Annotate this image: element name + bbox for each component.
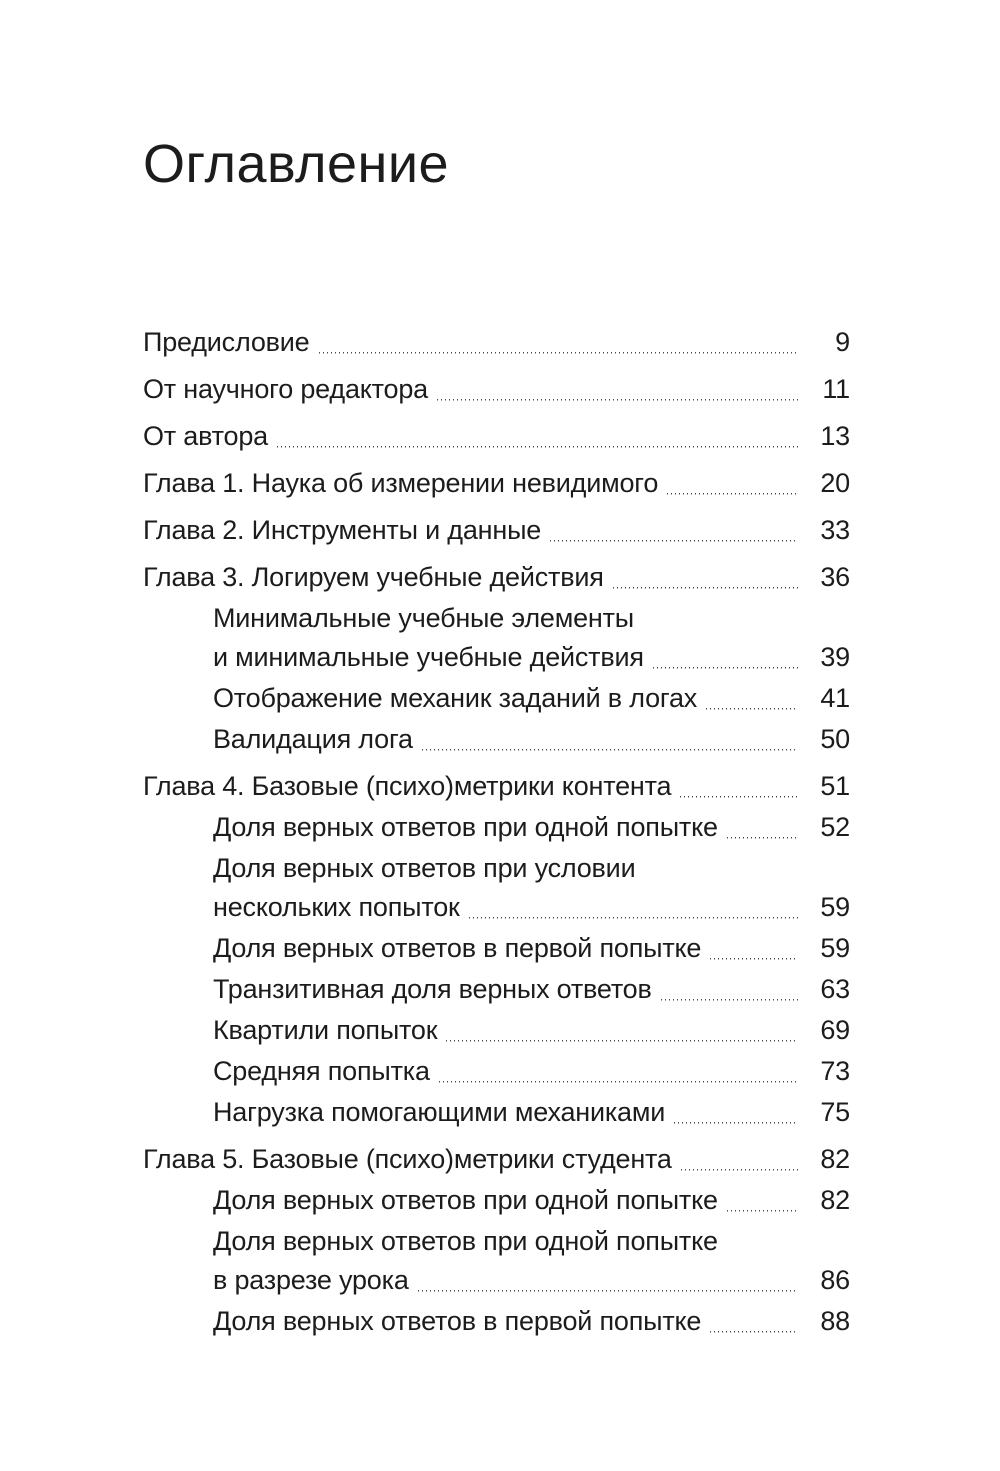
toc-entry-text: Доля верных ответов при одной попытке (213, 1185, 718, 1215)
toc-entry-row (213, 1011, 850, 1050)
page-number: 75 (820, 1097, 850, 1127)
page-number: 73 (820, 1056, 850, 1086)
toc-entry (143, 970, 850, 1009)
page-number: 59 (820, 933, 850, 963)
page-number: 41 (820, 683, 850, 713)
page-number: 82 (820, 1185, 850, 1215)
toc-entry-row (143, 558, 850, 597)
toc-entry-row (213, 1093, 850, 1132)
toc-entry (143, 808, 850, 847)
toc-entry-row (143, 767, 850, 806)
page-number: 20 (820, 468, 850, 498)
toc-entry-row (213, 970, 850, 1009)
toc-entry (143, 599, 850, 677)
toc-entry-row (213, 1261, 850, 1300)
toc-entry-text: Доля верных ответов в первой попытке (213, 933, 702, 963)
dot-leader (727, 808, 798, 847)
dot-leader (418, 1261, 798, 1300)
toc-entry-text: Валидация лога (213, 724, 413, 754)
dot-leader (674, 1093, 798, 1132)
toc-entry (143, 1011, 850, 1050)
page-number: 82 (820, 1144, 850, 1174)
toc-entry-text: нескольких попыток (213, 892, 460, 922)
dot-leader (437, 370, 798, 409)
page-number: 36 (820, 562, 850, 592)
toc-entry (143, 1052, 850, 1091)
dot-leader (439, 1052, 798, 1091)
toc-entry (143, 1302, 850, 1341)
toc-entry (143, 720, 850, 759)
toc-entry-text: Нагрузка помогающими механиками (213, 1097, 666, 1127)
page-number: 59 (820, 892, 850, 922)
toc-entry (143, 370, 850, 409)
page-number: 50 (820, 724, 850, 754)
toc-entry-row (213, 638, 850, 677)
dot-leader (319, 323, 799, 362)
toc-entry (143, 1140, 850, 1179)
page-number: 51 (820, 771, 850, 801)
page-title: Оглавление (143, 134, 450, 194)
dot-leader (277, 417, 798, 456)
toc-entry-row (143, 323, 850, 362)
toc-entry-row (213, 1052, 850, 1091)
toc-entry-text: Предисловие (143, 327, 310, 357)
page-number: 13 (820, 421, 850, 451)
toc-entry-text: Минимальные учебные элементы (213, 603, 634, 633)
toc-entry-text: Глава 3. Логируем учебные действия (143, 562, 604, 592)
toc-list (0, 323, 1000, 1341)
dot-leader (550, 511, 798, 550)
toc-entry (143, 849, 850, 927)
toc-entry-row (213, 888, 850, 927)
toc-entry-text: Доля верных ответов при условии (213, 853, 636, 883)
toc-entry (143, 417, 850, 456)
toc-entry-text: От научного редактора (143, 374, 428, 404)
toc-entry-text: Доля верных ответов при одной попытке (213, 812, 718, 842)
toc-entry-text: Глава 5. Базовые (психо)метрики студента (143, 1144, 672, 1174)
toc-entry-text: в разрезе урока (213, 1265, 409, 1295)
toc-entry (143, 1093, 850, 1132)
dot-leader (422, 720, 798, 759)
dot-leader (681, 1140, 798, 1179)
toc-entry-text: Доля верных ответов при одной попытке (213, 1226, 718, 1256)
toc-entry-row (143, 370, 850, 409)
toc-entry-text: Отображение механик заданий в логах (213, 683, 698, 713)
toc-entry-row (213, 929, 850, 968)
toc-entry-row (143, 1140, 850, 1179)
toc-entry-text: Доля верных ответов в первой попытке (213, 1306, 702, 1336)
dot-leader (613, 558, 798, 597)
dot-leader (653, 638, 798, 677)
page-number: 86 (820, 1265, 850, 1295)
toc-entry-text: Средняя попытка (213, 1056, 430, 1086)
toc-entry-text: Глава 4. Базовые (психо)метрики контента (143, 771, 672, 801)
dot-leader (680, 767, 798, 806)
toc-entry-text: От автора (143, 421, 268, 451)
page-number: 33 (820, 515, 850, 545)
dot-leader (661, 970, 798, 1009)
toc-entry (143, 511, 850, 550)
toc-entry (143, 323, 850, 362)
toc-entry-row (143, 417, 850, 456)
toc-entry (143, 558, 850, 597)
toc-entry-text: Транзитивная доля верных ответов (213, 974, 652, 1004)
dot-leader (469, 888, 798, 927)
dot-leader (706, 679, 798, 718)
toc-entry-text: Глава 1. Наука об измерении невидимого (143, 468, 659, 498)
toc-entry-text: Квартили попыток (213, 1015, 438, 1045)
toc-entry-row (213, 1302, 850, 1341)
toc-entry (143, 767, 850, 806)
toc-entry (143, 679, 850, 718)
page-number: 63 (820, 974, 850, 1004)
toc-entry (143, 929, 850, 968)
toc-entry-row (213, 808, 850, 847)
page-number: 11 (822, 374, 850, 404)
toc-entry (143, 464, 850, 503)
toc-entry-row (143, 511, 850, 550)
toc-entry-row (213, 1181, 850, 1220)
page-number: 69 (820, 1015, 850, 1045)
toc-entry-text: и минимальные учебные действия (213, 642, 644, 672)
dot-leader (727, 1181, 798, 1220)
dot-leader (446, 1011, 798, 1050)
page-number: 88 (820, 1306, 850, 1336)
toc-entry-row (213, 720, 850, 759)
toc-entry (143, 1222, 850, 1300)
toc-entry (143, 1181, 850, 1220)
page-number: 52 (820, 812, 850, 842)
toc-entry-row (143, 464, 850, 503)
dot-leader (710, 929, 798, 968)
page-number: 9 (835, 327, 850, 357)
dot-leader (710, 1302, 798, 1341)
dot-leader (667, 464, 798, 503)
page-number: 39 (820, 642, 850, 672)
toc-entry-row (213, 679, 850, 718)
toc-entry-text: Глава 2. Инструменты и данные (143, 515, 542, 545)
